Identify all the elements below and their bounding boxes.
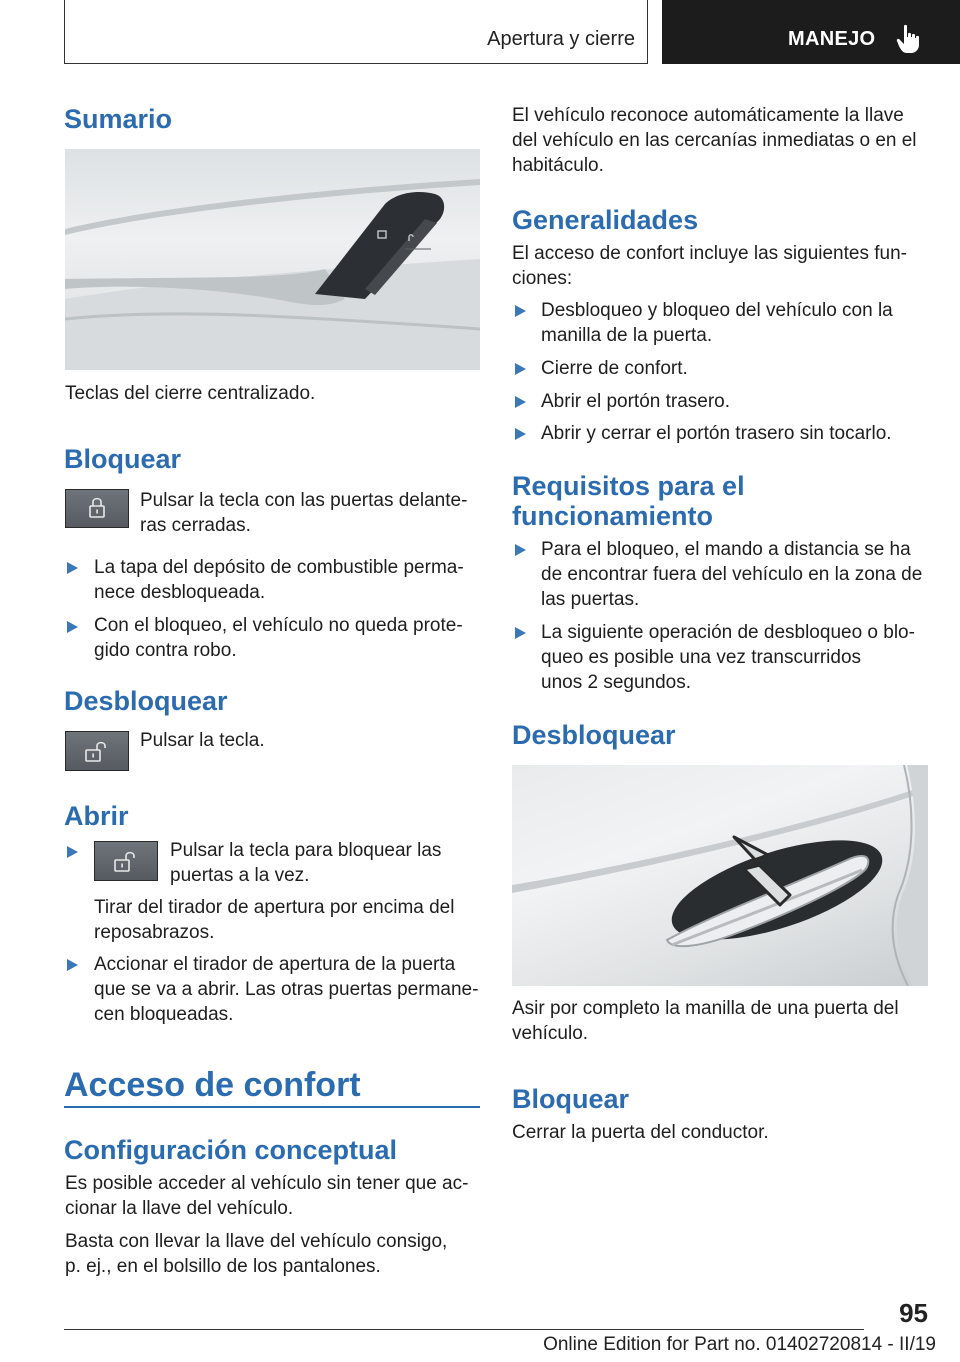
door-panel-drawing <box>65 149 480 370</box>
req-bullet1-line3: las puertas. <box>541 589 640 610</box>
bloquear-text-line2: ras cerradas. <box>140 515 251 536</box>
requisitos-title-line1: Requisitos para el <box>512 471 745 501</box>
gen-bullet4: Abrir y cerrar el portón trasero sin tocarlo. <box>541 423 892 444</box>
header-tab-label: MANEJO <box>788 28 876 50</box>
config-p1-line1: Es posible acceder al vehículo sin tener que ac‐ <box>65 1173 469 1194</box>
bullet-triangle-icon <box>515 363 526 375</box>
section-divider <box>64 1106 480 1108</box>
config-p1-line2: cionar la llave del vehículo. <box>65 1198 294 1219</box>
lock-icon <box>66 490 128 527</box>
bloquear-text-right: Cerrar la puerta del conductor. <box>512 1122 769 1143</box>
lock-key-button[interactable] <box>65 489 129 528</box>
req-bullet2-line2: queo es posible una vez transcurridos <box>541 647 862 668</box>
bloquear-bullet1-line1: La tapa del depósito de combustible perma‐ <box>94 557 464 578</box>
image1-caption: Teclas del cierre centralizado. <box>65 383 316 404</box>
bullet-triangle-icon <box>515 428 526 440</box>
gen-bullet1-line1: Desbloqueo y bloqueo del vehículo con la <box>541 300 893 321</box>
bullet-triangle-icon <box>67 959 78 971</box>
bloquear-text-line1: Pulsar la tecla con las puertas delante‐ <box>140 490 468 511</box>
req-bullet2-line3: unos 2 segundos. <box>541 672 692 693</box>
bullet-triangle-icon <box>67 562 78 574</box>
abrir-bullet2-line3: cen bloqueadas. <box>94 1004 234 1025</box>
hand-pointer-icon <box>896 24 922 54</box>
header-section-title: Apertura y cierre <box>487 28 635 50</box>
unlock-key-button[interactable] <box>65 731 129 771</box>
requisitos-title-line2: funcionamiento <box>512 501 713 531</box>
abrir-bullet1-cont-line2: reposabrazos. <box>94 922 215 943</box>
desbloquear-title-left: Desbloquear <box>64 686 228 716</box>
sumario-title: Sumario <box>64 104 173 134</box>
bloquear-title: Bloquear <box>64 444 182 474</box>
footer-divider <box>64 1329 864 1330</box>
generalidades-title: Generalidades <box>512 205 699 235</box>
req-bullet1-line1: Para el bloqueo, el mando a distancia se ha <box>541 539 911 560</box>
intro-line2: del vehículo en las cercanías inmediatas o en el <box>512 130 917 151</box>
bloquear-title-right: Bloquear <box>512 1084 630 1114</box>
unlock-key-button-abrir[interactable] <box>94 841 158 881</box>
config-p2-line2: p. ej., en el bolsillo de los pantalones. <box>65 1256 381 1277</box>
acceso-confort-title: Acceso de confort <box>64 1066 361 1104</box>
image2-caption-line1: Asir por completo la manilla de una puerta del <box>512 998 899 1019</box>
header-box <box>64 0 648 64</box>
bullet-triangle-icon <box>515 544 526 556</box>
req-bullet1-line2: de encontrar fuera del vehículo en la zona de <box>541 564 923 585</box>
intro-line1: El vehículo reconoce automáticamente la llave <box>512 105 904 126</box>
bullet-triangle-icon <box>67 621 78 633</box>
unlock-icon <box>66 732 128 770</box>
image2-caption-line2: vehículo. <box>512 1023 589 1044</box>
bloquear-bullet1-line2: nece desbloqueada. <box>94 582 266 603</box>
generalidades-text-line2: ciones: <box>512 268 573 289</box>
bullet-triangle-icon <box>67 846 78 858</box>
config-p2-line1: Basta con llevar la llave del vehículo consigo, <box>65 1231 448 1252</box>
unlock-icon <box>95 842 157 880</box>
desbloquear-title-right: Desbloquear <box>512 720 676 750</box>
intro-line3: habitáculo. <box>512 155 604 176</box>
desbloquear-text: Pulsar la tecla. <box>140 730 265 751</box>
bullet-triangle-icon <box>515 396 526 408</box>
header-tab[interactable] <box>662 0 960 64</box>
gen-bullet3: Abrir el portón trasero. <box>541 391 731 412</box>
bloquear-bullet2-line2: gido contra robo. <box>94 640 237 661</box>
abrir-bullet1-line2: puertas a la vez. <box>170 865 310 886</box>
door-handle-drawing <box>512 765 928 986</box>
generalidades-text-line1: El acceso de confort incluye las siguientes fun‐ <box>512 243 907 264</box>
abrir-bullet2-line1: Accionar el tirador de apertura de la puerta <box>94 954 456 975</box>
abrir-bullet1-line1: Pulsar la tecla para bloquear las <box>170 840 442 861</box>
bloquear-bullet2-line1: Con el bloqueo, el vehículo no queda prote‐ <box>94 615 463 636</box>
bullet-triangle-icon <box>515 305 526 317</box>
bullet-triangle-icon <box>515 627 526 639</box>
abrir-bullet1-cont-line1: Tirar del tirador de apertura por encima del <box>94 897 455 918</box>
req-bullet2-line1: La siguiente operación de desbloqueo o blo‐ <box>541 622 915 643</box>
abrir-bullet2-line2: que se va a abrir. Las otras puertas permane‐ <box>94 979 479 1000</box>
abrir-title: Abrir <box>64 801 129 831</box>
gen-bullet2: Cierre de confort. <box>541 358 688 379</box>
gen-bullet1-line2: manilla de la puerta. <box>541 325 713 346</box>
door-handle-grip-image <box>512 765 928 986</box>
page-number: 95 <box>899 1298 928 1328</box>
footer-edition: Online Edition for Part no. 01402720814 - II/19 <box>543 1334 936 1355</box>
config-title: Configuración conceptual <box>64 1135 398 1165</box>
door-handle-lock-keys-image <box>65 149 480 370</box>
